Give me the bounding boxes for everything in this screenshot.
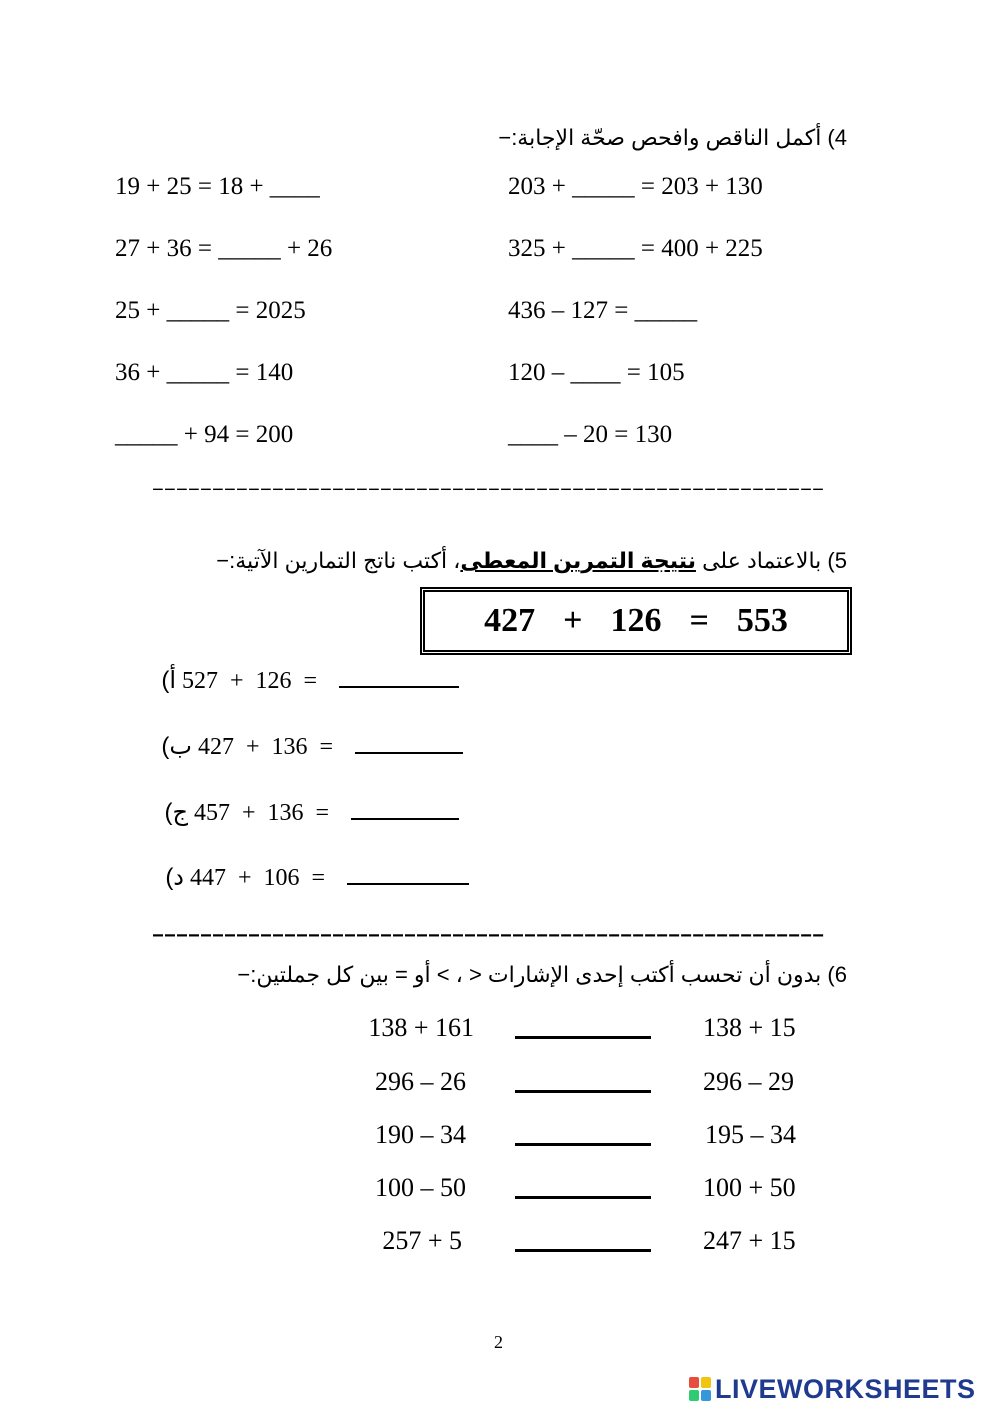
exercise-c-expr: 457 + 136 = bbox=[194, 800, 330, 826]
comparison-row-4-right: 100 + 50 bbox=[703, 1173, 796, 1202]
comparison-row-5-blank[interactable] bbox=[515, 1249, 651, 1252]
equation-left-5[interactable]: _____ + 94 = 200 bbox=[115, 421, 294, 448]
comparison-row-3-blank[interactable] bbox=[515, 1143, 651, 1146]
section-5-number: 5) bbox=[827, 548, 847, 573]
equation-right-3[interactable]: 436 – 127 = _____ bbox=[508, 297, 698, 324]
exercise-d bbox=[148, 861, 469, 893]
comparison-row-4-left: 100 – 50 bbox=[375, 1173, 466, 1202]
given-exercise-box bbox=[420, 587, 852, 655]
exercise-b-label: ب) bbox=[161, 733, 192, 760]
equation-right-4[interactable]: 120 – ____ = 105 bbox=[508, 359, 685, 386]
comparison-row-1-blank[interactable] bbox=[515, 1036, 651, 1039]
exercise-b-answer[interactable] bbox=[355, 730, 463, 754]
section-5-title-pre: بالاعتماد على bbox=[702, 548, 822, 573]
section-4-title: 4) أكمل الناقص وافحص صحّة الإجابة:− bbox=[498, 125, 847, 150]
comparison-row-5-left: 257 + 5 bbox=[382, 1226, 462, 1255]
equation-left-3[interactable]: 25 + _____ = 2025 bbox=[115, 297, 306, 324]
equation-right-2[interactable]: 325 + _____ = 400 + 225 bbox=[508, 235, 763, 262]
exercise-b bbox=[148, 730, 463, 762]
comparison-row-5-right: 247 + 15 bbox=[703, 1226, 796, 1255]
comparison-row-1-right: 138 + 15 bbox=[703, 1013, 796, 1042]
given-operand-a: 427 bbox=[484, 602, 536, 639]
equation-left-1[interactable]: 19 + 25 = 18 + ____ bbox=[115, 173, 320, 200]
equation-right-1[interactable]: 203 + _____ = 203 + 130 bbox=[508, 173, 763, 200]
exercise-a-label: أ) bbox=[161, 667, 176, 694]
comparison-row-3-right: 195 – 34 bbox=[705, 1120, 796, 1149]
equation-right-5[interactable]: ____ – 20 = 130 bbox=[508, 421, 673, 448]
comparison-row-1-left: 138 + 161 bbox=[368, 1013, 474, 1042]
given-equals: = bbox=[689, 602, 709, 639]
exercise-c-label: ج) bbox=[164, 799, 188, 826]
liveworksheets-logo-text: LIVEWORKSHEETS bbox=[715, 1373, 976, 1404]
section-6-title: 6) بدون أن تحسب أكتب إحدى الإشارات < ، > أو = بين كل جملتين:− bbox=[237, 962, 847, 987]
section-5-title bbox=[216, 547, 847, 575]
given-result: 553 bbox=[736, 602, 788, 639]
separator-1: −−−−−−−−−−−−−−−−−−−−−−−−−−−−−−−−−−−−−−−−−−−−−−−−−−−−−−−− bbox=[152, 482, 825, 502]
exercise-c-answer[interactable] bbox=[351, 796, 459, 820]
comparison-row-2-left: 296 – 26 bbox=[375, 1067, 466, 1096]
comparison-row-4-blank[interactable] bbox=[515, 1196, 651, 1199]
liveworksheets-logo bbox=[689, 1374, 976, 1404]
equation-left-4[interactable]: 36 + _____ = 140 bbox=[115, 359, 294, 386]
exercise-d-answer[interactable] bbox=[347, 861, 469, 885]
comparison-row-3-left: 190 – 34 bbox=[375, 1120, 466, 1149]
comparison-row-2-blank[interactable] bbox=[515, 1090, 651, 1093]
exercise-d-label: د) bbox=[165, 864, 184, 891]
exercise-a bbox=[148, 664, 459, 696]
equation-left-2[interactable]: 27 + 36 = _____ + 26 bbox=[115, 235, 333, 262]
liveworksheets-logo-icon bbox=[689, 1377, 711, 1401]
exercise-c bbox=[148, 796, 459, 828]
exercise-d-expr: 447 + 106 = bbox=[190, 865, 326, 891]
section-5-title-underlined: نتيجة التمرين المعطى bbox=[460, 548, 696, 573]
exercise-b-expr: 427 + 136 = bbox=[198, 734, 334, 760]
given-plus: + bbox=[563, 602, 583, 639]
page-number: 2 bbox=[494, 1332, 503, 1352]
separator-2: −−−−−−−−−−−−−−−−−−−−−−−−−−−−−−−−−−−−−−−−−−−−−−−−−−−−−−−− bbox=[152, 928, 825, 948]
given-operand-b: 126 bbox=[610, 602, 662, 639]
section-5-title-post: ، أكتب ناتج التمارين الآتية:− bbox=[216, 548, 461, 573]
exercise-a-expr: 527 + 126 = bbox=[182, 668, 318, 694]
exercise-a-answer[interactable] bbox=[339, 664, 459, 688]
comparison-row-2-right: 296 – 29 bbox=[703, 1067, 794, 1096]
